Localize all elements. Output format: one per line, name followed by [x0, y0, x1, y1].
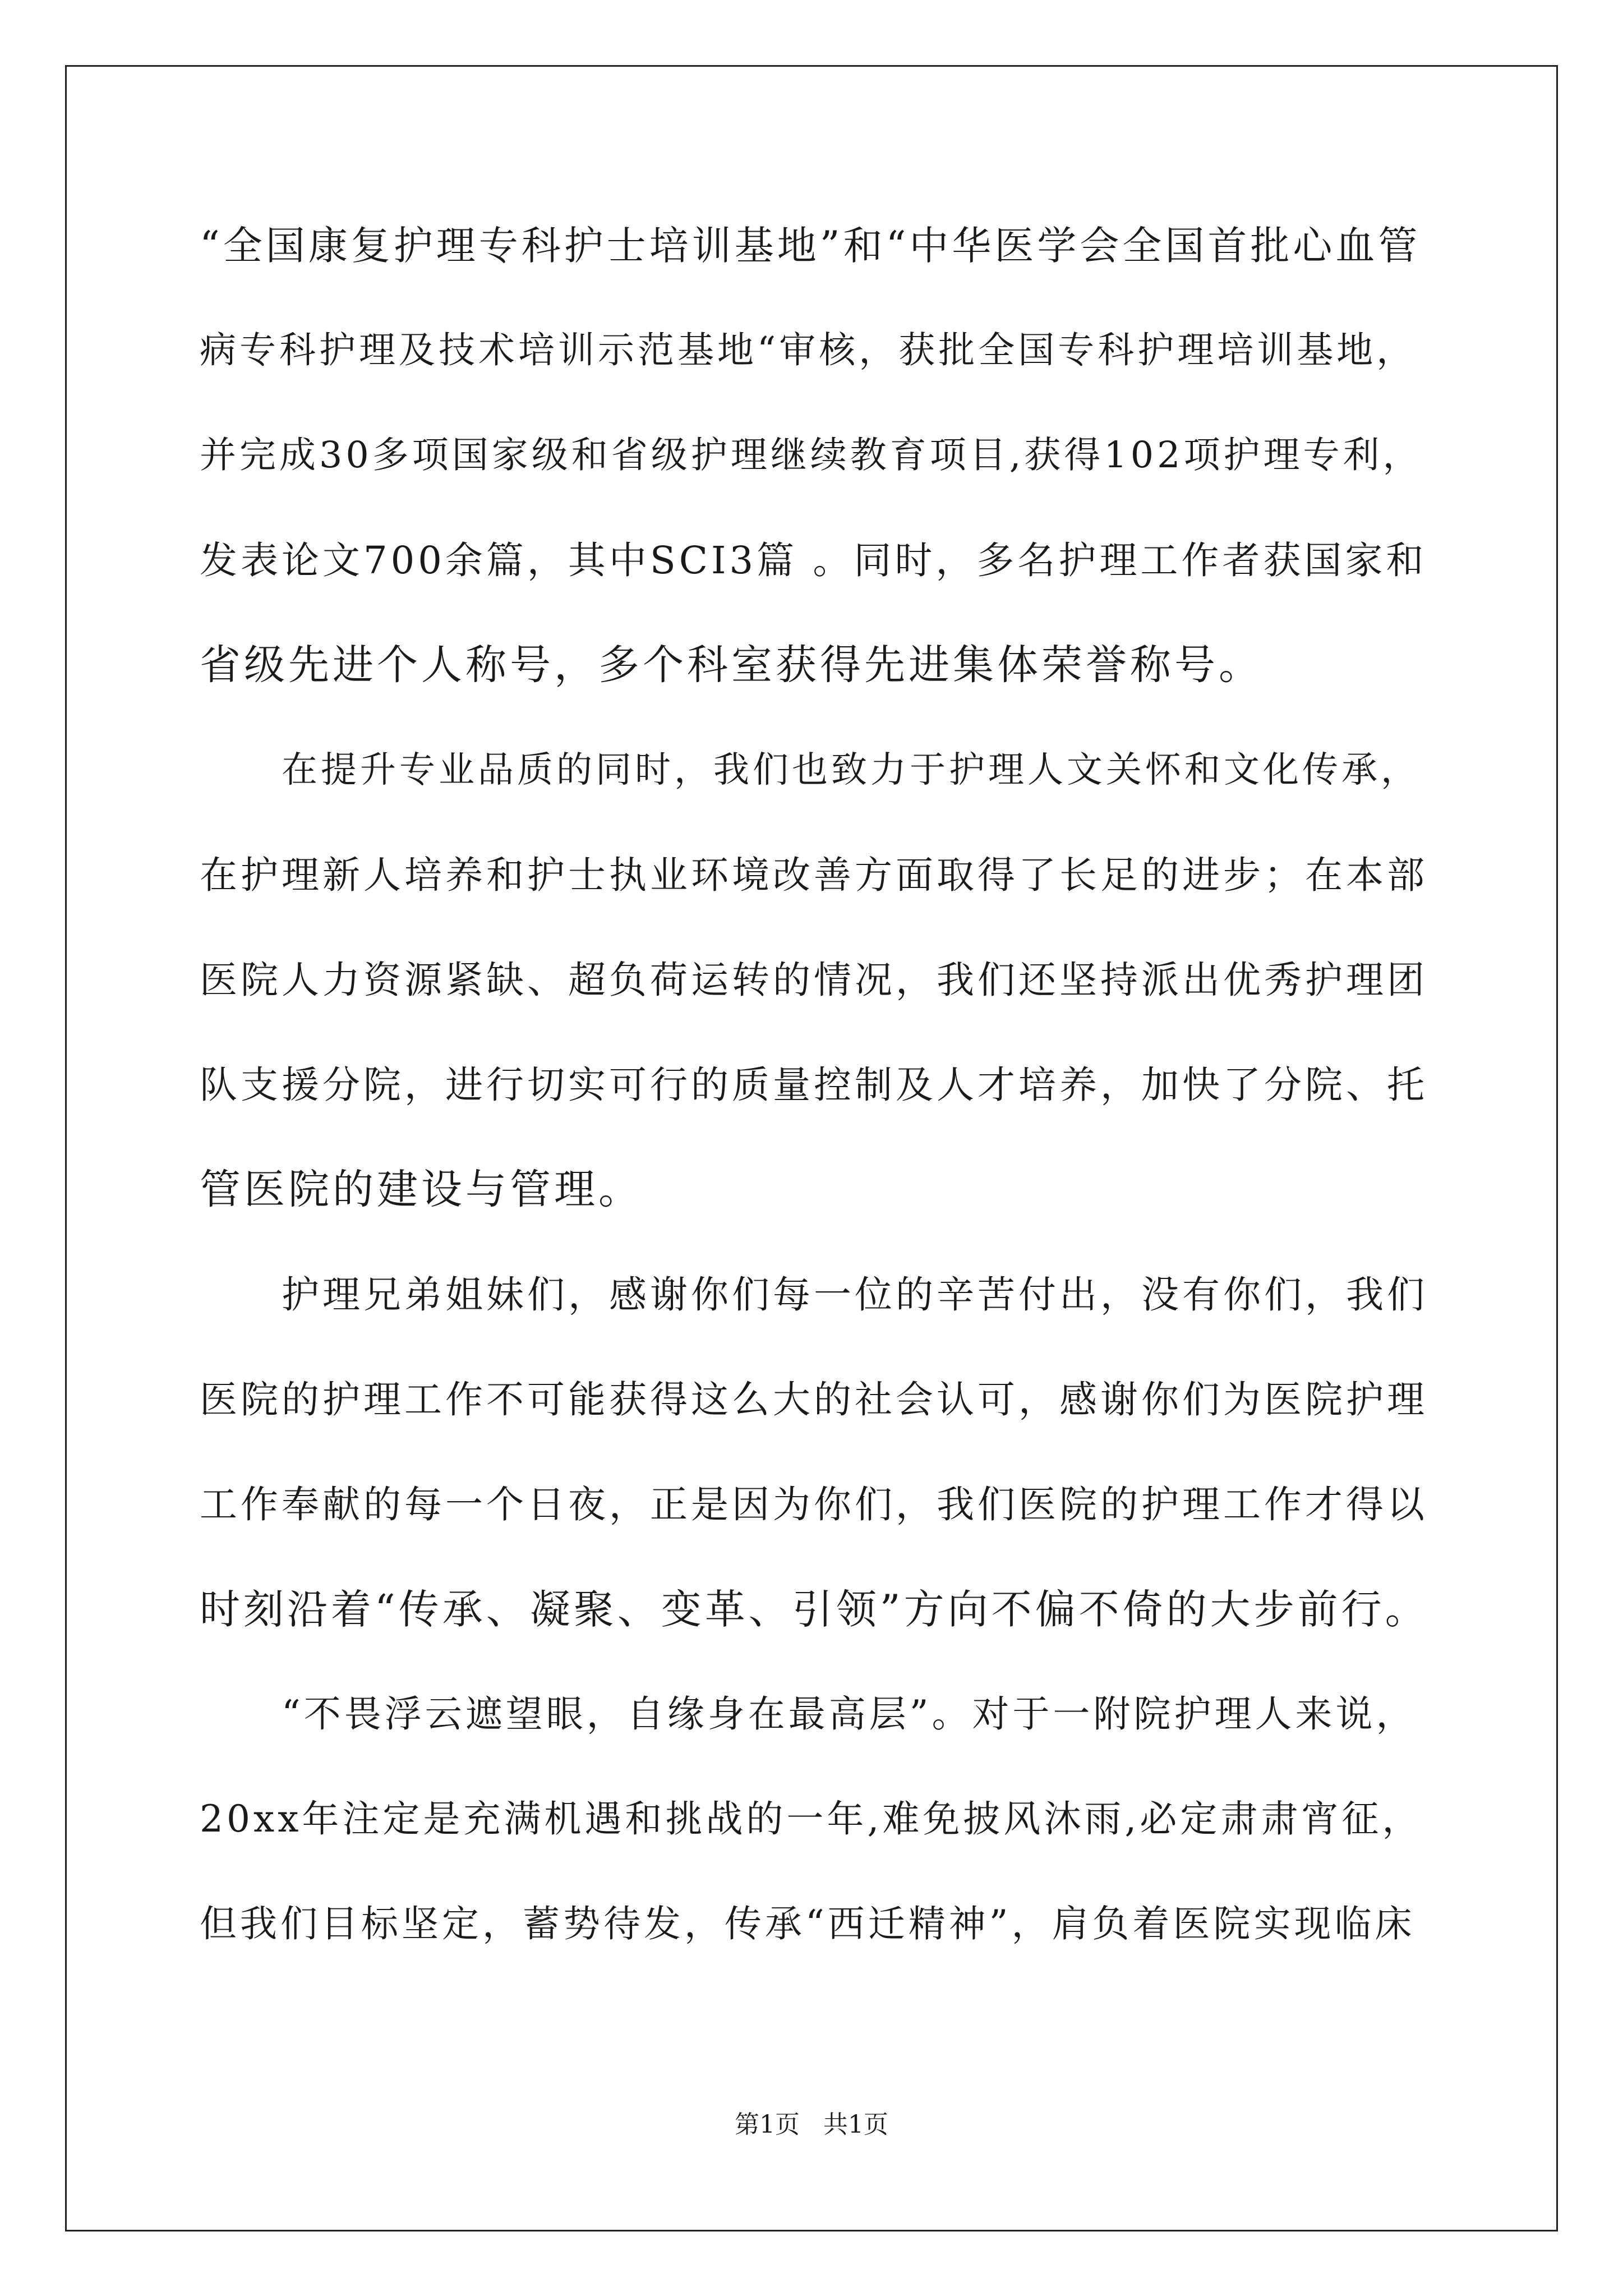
text-line: “全国康复护理专科护士培训基地”和“中华医学会全国首批心血管: [200, 223, 1421, 269]
text-line: 医院的护理工作不可能获得这么大的社会认可，感谢你们为医院护理: [200, 1378, 1428, 1421]
text-line: 并完成30多项国家级和省级护理继续教育项目,获得102项护理专利，: [200, 434, 1423, 476]
text-line: 在护理新人培养和护士执业环境改善方面取得了长足的进步；在本部: [200, 853, 1428, 897]
page-footer: 第1页 共1页: [735, 2110, 888, 2139]
text-line: 发表论文700余篇，其中SCI3篇 。同时，多名护理工作者获国家和: [200, 539, 1427, 582]
text-line: 管医院的建设与管理。: [200, 1166, 643, 1213]
text-line: 队支援分院，进行切实可行的质量控制及人才培养，加快了分院、托: [200, 1063, 1428, 1107]
text-line: 医院人力资源紧缺、超负荷运转的情况，我们还坚持派出优秀护理团: [200, 958, 1428, 1002]
text-line: 工作奉献的每一个日夜，正是因为你们，我们医院的护理工作才得以: [200, 1483, 1428, 1526]
text-line: 省级先进个人称号，多个科室获得先进集体荣誉称号。: [200, 641, 1263, 689]
text-line: 但我们目标坚定，蓄势待发，传承“西迁精神”，肩负着医院实现临床: [200, 1902, 1415, 1945]
text-line: 20xx年注定是充满机遇和挑战的一年,难免披风沐雨,必定肃肃宵征，: [200, 1797, 1423, 1841]
text-line: 在提升专业品质的同时，我们也致力于护理人文关怀和文化传承，: [282, 749, 1420, 791]
text-line: 病专科护理及技术培训示范基地“审核，获批全国专科护理培训基地，: [200, 329, 1417, 371]
text-line: “不畏浮云遮望眼，自缘身在最高层”。对于一附院护理人来说，: [282, 1692, 1417, 1736]
text-line: 时刻沿着“传承、凝聚、变革、引领”方向不偏不倚的大步前行。: [200, 1586, 1429, 1633]
document-body: [200, 212, 1429, 1995]
text-line: 护理兄弟姐妹们，感谢你们每一位的辛苦付出，没有你们，我们: [282, 1273, 1428, 1317]
